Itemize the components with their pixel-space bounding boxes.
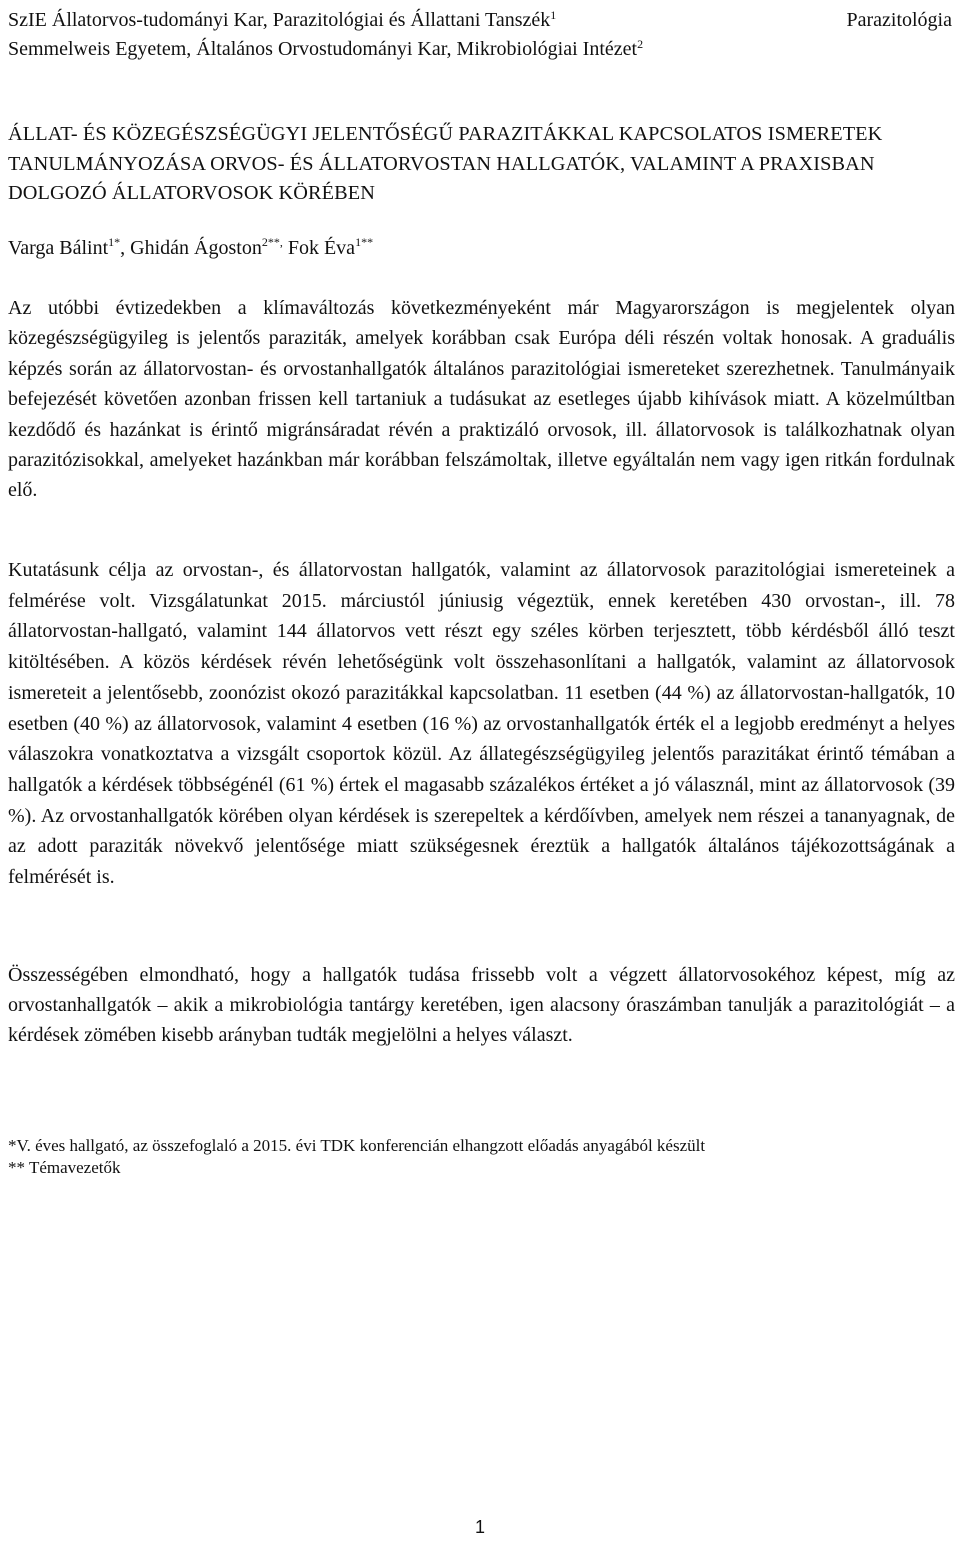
author-affiliation: 1* (108, 235, 121, 249)
footnote: *V. éves hallgató, az összefoglaló a 2015. évi TDK konferencián elhangzott előadás anyagából készült (8, 1136, 706, 1155)
paper-title: ÁLLAT- ÉS KÖZEGÉSZSÉGÜGYI JELENTŐSÉGŰ PARAZITÁKKAL KAPCSOLATOS ISMERETEK TANULMÁNYOZÁSA ORVOS- ÉS ÁLLATORVOSTAN HALLGATÓK, VALAMINT A PRAXISBAN DOLGOZÓ ÁLLATORVOSOK KÖRÉBEN (8, 123, 883, 204)
author-name: Ghidán Ágoston (130, 237, 262, 259)
abstract-paragraph-1: Az utóbbi évtizedekben a klímaváltozás következményeként már Magyarországon is megjelentek olyan közegészségügyileg is jelentős paraziták, amelyek korábban csak Európa déli részén voltak honosak. A graduális képzés során az állatorvostan- és orvostanhallgatók általános parazitológiai ismereteket szerezhetnek. Tanulmányaik befejezését követően azonban frissen kell tartaniuk a tudásukat az esetleges újabb kihívások miatt. A közelmúltban kezdődő és hazánkat is érintő migránsáradat révén a praktizáló orvosok, ill. állatorvosok is találkozhatnak olyan parazitózisokkal, amelyeket hazánkban már korábban felszámoltak, illetve egyáltalán nem vagy igen ritkán fordulnak elő. (8, 297, 955, 502)
abstract-paragraph-2: Kutatásunk célja az orvostan-, és állatorvostan hallgatók, valamint az állatorvosok parazitológiai ismereteinek a felmérése volt. Vizsgálatunkat 2015. márciustól júniusig végeztük, ennek keretében 430 orvostan-, ill. 78 állatorvostan-hallgató, valamint 144 állatorvos vett részt egy széles körben terjesztett, több kérdésből álló teszt kitöltésében. A közös kérdések révén lehetőségünk volt összehasonlítani a hallgatók, valamint az állatorvosok ismereteit a jelentősebb, zoonózist okozó parazitákkal kapcsolatban. 11 esetben (44 %) az állatorvostan-hallgatók, 10 esetben (40 %) az állatorvosok, valamint 4 esetben (16 %) az orvostanhallgatók érték el a legjobb eredményt a helyes válaszokra vonatkoztatva a vizsgált csoportok közül. Az állategészségügyileg jelentős parazitákat érintő témában a hallgatók a kérdések többségénél (61 %) értek el magasabb százalékos értéket a jó válasznál, mint az állatorvosok (39 %). Az orvostanhallgatók körében olyan kérdések is szerepeltek a kérdőívben, amelyek nem részei a tananyagnak, de az adott paraziták növekvő jelentősége miatt szükségesnek éreztük a hallgatók általános tájékozottságának a felmérését is. (8, 559, 955, 889)
author-name: Varga Bálint (8, 237, 109, 259)
author-name: Fok Éva (287, 237, 356, 259)
author-list: Varga Bálint$^{1*}$, Ghidán Ágoston$^{2**,}$ Fok Éva$^{1**}$ (8, 235, 374, 259)
header-subject: Parazitológia (846, 9, 952, 31)
author-affiliation: 2**, (261, 235, 283, 249)
abstract-paragraph-3: Összességében elmondható, hogy a hallgatók tudása frissebb volt a végzett állatorvosokéhoz képest, míg az orvostanhallgatók – akik a mikrobiológia tantárgy keretében, igen alacsony óraszámban tanulják a parazitológiát – a kérdések zömében kisebb arányban tudták megjelölni a helyes választ. (8, 964, 955, 1047)
affiliation-line-1: SzIE Állatorvos-tudományi Kar, Parazitológiai és Állattani Tanszék$^1$ (8, 8, 557, 31)
page-header (8, 6, 952, 64)
footnotes (8, 1135, 705, 1179)
affiliation-line-2: Semmelweis Egyetem, Általános Orvostudományi Kar, Mikrobiológiai Intézet$^2$ (8, 37, 644, 60)
page-number: 1 (474, 1517, 485, 1537)
author-affiliation: 1** (355, 235, 374, 249)
footnote: ** Témavezetők (8, 1158, 121, 1177)
